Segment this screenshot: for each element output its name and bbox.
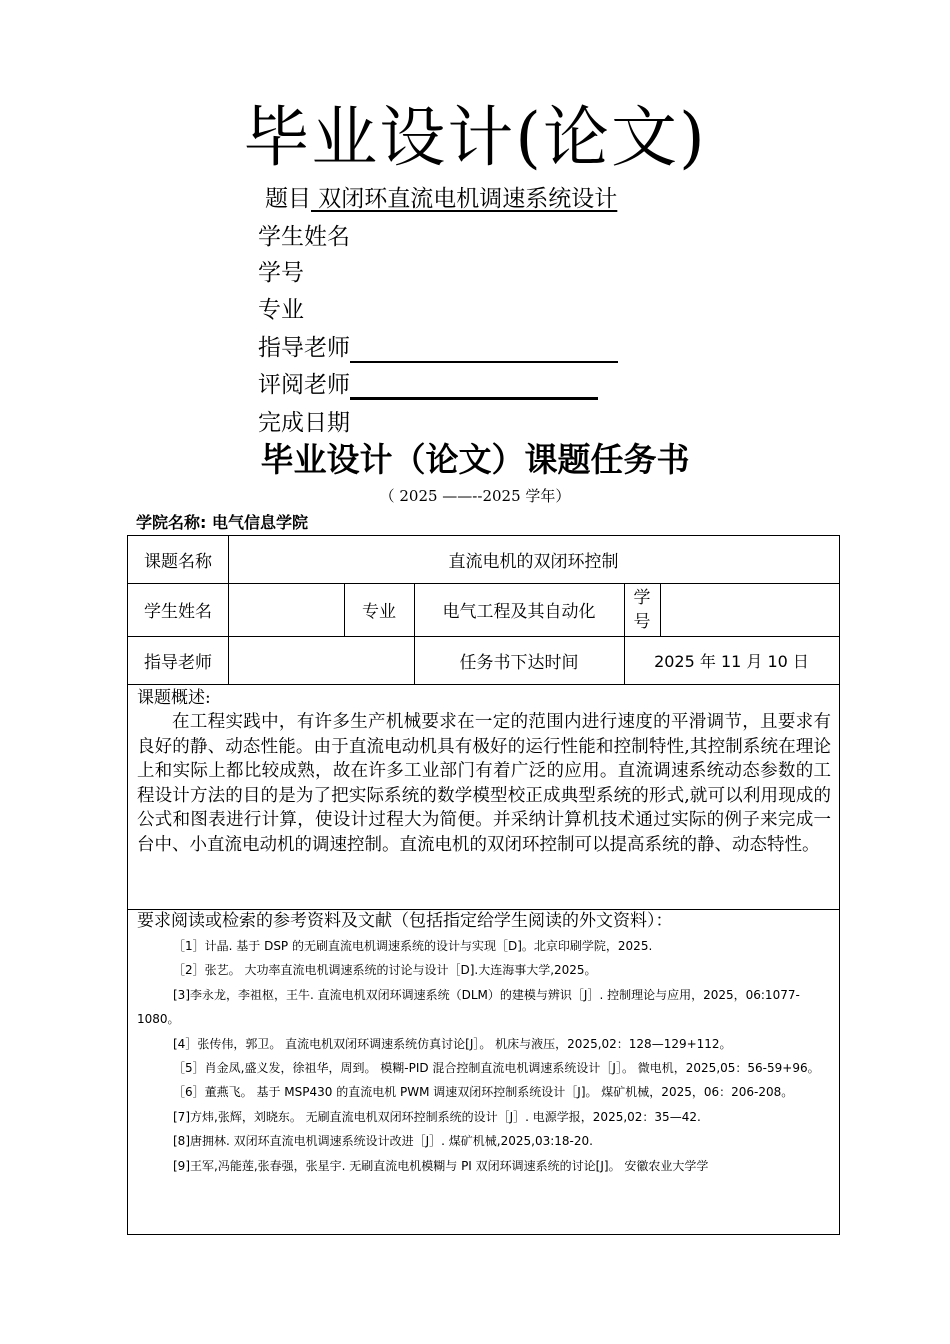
issue-time-value-cell: 2025 年 11 月 10 日	[654, 651, 809, 671]
cover-reviewer-line	[258, 370, 598, 400]
student-name-value-cell[interactable]	[228, 583, 344, 636]
advisor-blank-line	[350, 337, 618, 363]
reference-item: [4］张传伟，郭卫。 直流电机双闭环调速系统仿真讨论[J］。 机床与液压，2025,02：128—129+112。	[173, 1036, 732, 1051]
reviewer-blank-line	[350, 373, 598, 400]
cover-student-name-label: 学生姓名	[258, 224, 350, 250]
task-table	[127, 535, 840, 1235]
cover-reviewer-label: 评阅老师	[258, 372, 350, 398]
overview-text: 在工程实践中，有许多生产机械要求在一定的范围内进行速度的平滑调节，且要求有良好的静、动态性能。由于直流电动机具有极好的运行性能和控制特性,其控制系统在理论上和实际上都比较成熟，故在许多工业部门有着广泛的应用。直流调速系统动态参数的工程设计方法的目的是为了把实际系统的数学模型校正成典型系统的形式,就可以利用现成的公式和图表进行计算，使设计过程大为简便。并采纳计算机技术通过实际的例子来完成一台中、小直流电动机的调速控制。直流电机的双闭环控制可以提高系统的静、动态特性。	[137, 712, 831, 855]
cover-topic-line	[265, 184, 617, 214]
cover-advisor-line	[258, 333, 618, 363]
cover-topic-value: 双闭环直流电机调速系统设计	[311, 186, 618, 212]
advisor-label-cell: 指导老师	[144, 652, 212, 673]
cover-major-label: 专业	[258, 297, 304, 323]
overview-label: 课题概述:	[137, 688, 211, 708]
cover-topic-label: 题目	[265, 186, 311, 212]
reference-item: [8]唐拥林. 双闭环直流电机调速系统设计改进［J］. 煤矿机械,2025,03:18-20.	[173, 1134, 593, 1149]
references-list	[137, 934, 833, 1178]
reference-item: ［2］张艺。 大功率直流电机调速系统的讨论与设计［D].大连海事大学,2025。	[173, 963, 597, 978]
reference-item: ［5］肖金凤,盛义发，徐祖华，周到。 模糊-PID 混合控制直流电机调速系统设计［J］。 微电机，2025,05：56-59+96。	[173, 1061, 820, 1076]
reference-item: ［1］计晶. 基于 DSP 的无刷直流电机调速系统的设计与实现［D]。北京印刷学院，2025.	[173, 939, 653, 953]
reference-item: [9]王军,冯能莲,张春强，张星宇. 无刷直流电机模糊与 PI 双闭环调速系统的讨论[J]。 安徽农业大学学	[173, 1158, 709, 1173]
cover-advisor-label: 指导老师	[258, 335, 350, 361]
major-label-cell: 专业	[362, 602, 396, 622]
topic-value-cell: 直流电机的双闭环控制	[448, 552, 619, 572]
major-value-cell: 电气工程及其自动化	[442, 602, 596, 622]
task-book-title: 毕业设计（论文）课题任务书	[260, 440, 690, 479]
table-rule	[128, 684, 839, 685]
reference-item: ［6］董燕飞。 基于 MSP430 的直流电机 PWM 调速双闭环控制系统设计［J]。 煤矿机械，2025，06：206-208。	[173, 1085, 794, 1100]
academic-year: （ 2025 ——--2025 学年）	[379, 487, 571, 505]
topic-label-cell: 课题名称	[144, 552, 212, 572]
cover-title: 毕业设计(论文)	[243, 99, 707, 176]
student-id-label-cell: 学号	[633, 587, 651, 632]
reference-item: [7]方炜,张辉，刘晓东。 无刷直流电机双闭环控制系统的设计［J］. 电源学报，2025,02：35—42.	[173, 1109, 701, 1124]
cover-student-id-label: 学号	[258, 260, 304, 286]
student-name-label-cell: 学生姓名	[144, 602, 212, 622]
references-heading: 要求阅读或检索的参考资料及文献（包括指定给学生阅读的外文资料）：	[137, 911, 673, 931]
college-name: 学院名称: 电气信息学院	[136, 513, 308, 532]
cover-date-label: 完成日期	[258, 410, 350, 436]
reference-item: [3]李永龙，李祖枢，王牛. 直流电机双闭环调速系统（DLM）的建模与辨识［J］. 控制理论与应用，2025，06:1077-1080。	[137, 987, 800, 1027]
issue-time-label-cell: 任务书下达时间	[459, 652, 579, 673]
advisor-value-cell[interactable]	[228, 636, 414, 684]
student-id-value-cell[interactable]	[660, 583, 839, 636]
